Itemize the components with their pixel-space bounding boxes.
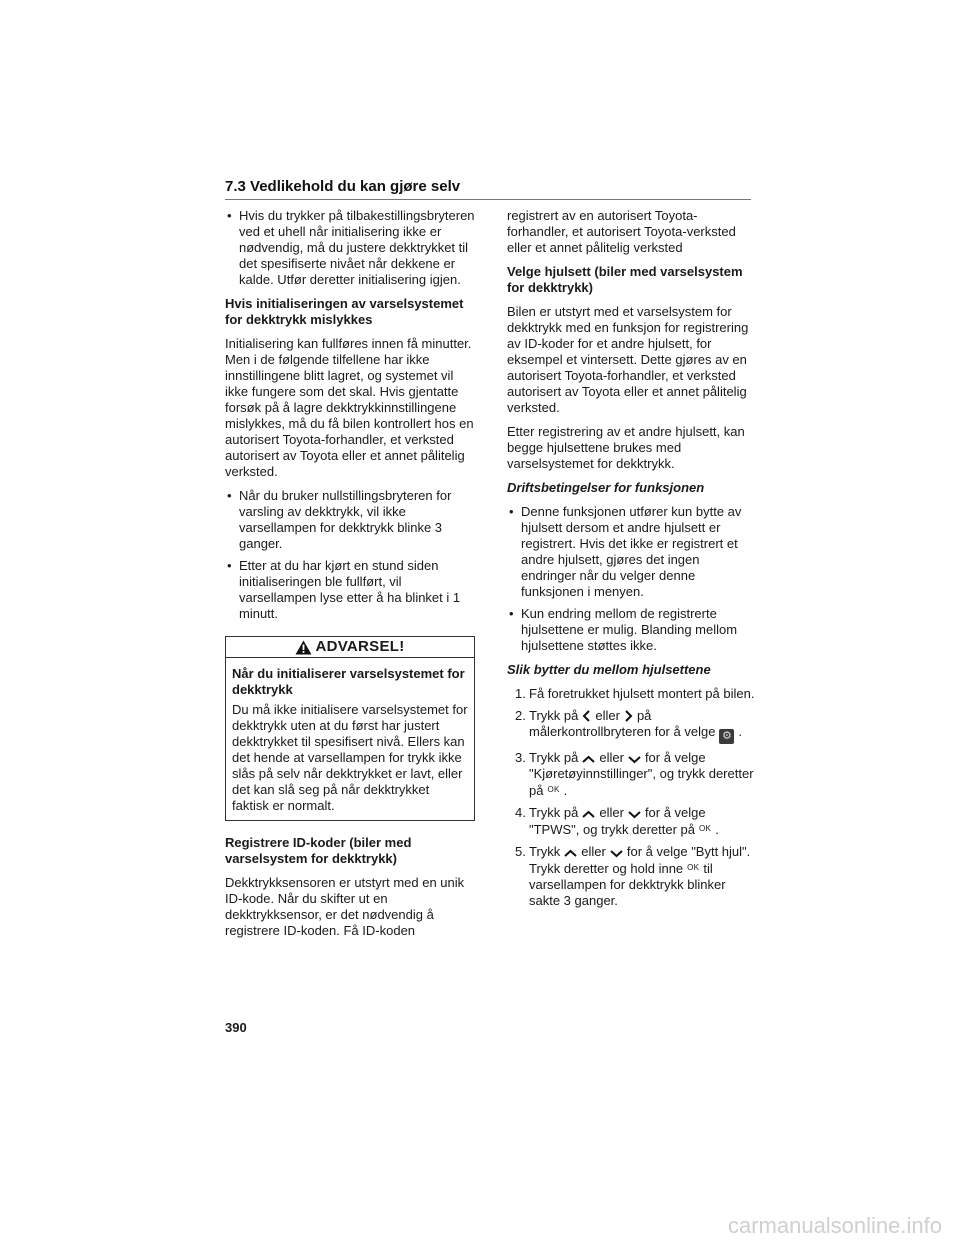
title-divider — [225, 199, 751, 200]
step-text: eller — [599, 750, 624, 765]
step-text: eller — [599, 805, 624, 820]
step-text: eller — [595, 708, 620, 723]
step-text: for å velge "TPWS", og trykk deretter på — [529, 805, 706, 837]
step-2 — [515, 708, 757, 744]
warning-header — [226, 637, 474, 658]
heading-select-wheelset: Velge hjulsett (biler med varselsystem for dekktrykk) — [507, 264, 743, 295]
step-text: Trykk på — [529, 805, 579, 820]
step-text: Trykk — [529, 844, 561, 859]
list-item: • Når du bruker nullstillingsbryteren for varsling av dekktrykk, vil ikke varsellampen for dekktrykk blinke 3 ganger. — [225, 488, 475, 552]
right-column — [507, 208, 757, 915]
step-text: til varsellampen for dekktrykk blinker sakte 3 ganger. — [529, 861, 726, 908]
heading-init-fails: Hvis initialiseringen av varselsystemet for dekktrykk mislykkes — [225, 296, 464, 327]
warning-icon — [295, 640, 312, 655]
chevron-up-icon — [582, 755, 595, 764]
page-number: 390 — [225, 1020, 247, 1035]
warning-label: ADVARSEL! — [315, 638, 405, 655]
step-number: 5. — [515, 844, 526, 859]
warning-heading: Når du initialiserer varselsystemet for dekktrykk — [232, 666, 465, 697]
step-text: Trykk på — [529, 708, 579, 723]
chevron-down-icon — [628, 810, 641, 819]
paragraph: Dekktrykksensoren er utstyrt med en unik ID-kode. Når du skifter ut en dekktrykksensor, er det nødvendig å registrere ID-koden. Få ID-koden — [225, 875, 465, 938]
step-1 — [515, 686, 757, 702]
steps-list — [507, 686, 757, 909]
step-text: Få foretrukket hjulsett montert på bilen. — [529, 686, 755, 701]
step-text: på målerkontrollbryteren for å velge — [529, 708, 716, 739]
list-item: • Hvis du trykker på tilbakestillingsbryteren ved et uhell når initialisering ikke er nødvendig, må du justere dekktrykket til det spesifiserte nivået når dekkene er kalde. Utfør deretter initialisering igjen. — [225, 208, 475, 288]
intro-bullet-list — [225, 208, 475, 288]
step-number: 3. — [515, 750, 526, 765]
step-text: for å velge "Bytt hjul". Trykk deretter og hold inne — [529, 844, 751, 876]
ok-button-icon: OK — [699, 824, 712, 833]
chevron-up-icon — [564, 849, 577, 858]
warning-text: Du må ikke initialisere varselsystemet for dekktrykk uten at du først har justert dekktrykket til spesifisert nivå. Ellers kan det hende at varsellampen for trykk ikke slås på selv når dekktrykket er lavt, eller det kan slå seg på når dekktrykket faktisk er normalt. — [232, 702, 468, 813]
bullet-list — [507, 504, 757, 654]
step-number: 4. — [515, 805, 526, 820]
paragraph: Initialisering kan fullføres innen få minutter. Men i de følgende tilfellene har ikke innstillingene blitt lagret, og systemet vil ikke fungere som det skal. Hvis gjentatte forsøk på å lagre dekktrykkinnstillingene mislykkes, må du få bilen kontrollert hos en autorisert Toyota-forhandler, et verksted autorisert av Toyota eller et annet pålitelig verksted. — [225, 336, 474, 479]
warning-box — [225, 636, 475, 821]
heading-switch-wheelsets: Slik bytter du mellom hjulsettene — [507, 662, 711, 677]
paragraph: Etter registrering av et andre hjulsett, kan begge hjulsettene brukes med varselsystemet for dekktrykk. — [507, 424, 745, 471]
paragraph: registrert av en autorisert Toyota-forhandler, et autorisert Toyota-verksted eller et annet pålitelig verksted — [507, 208, 736, 255]
list-item: • Denne funksjonen utfører kun bytte av hjulsett dersom et andre hjulsett er registrert. Hvis det ikke er registrert et andre hjulsett, gjøres det ingen endringer når du velger denne funksjonen i menyen. — [507, 504, 757, 600]
gear-icon: ⚙ — [719, 729, 734, 744]
step-text: Trykk på — [529, 750, 579, 765]
step-4 — [515, 805, 757, 838]
paragraph: Bilen er utstyrt med et varselsystem for dekktrykk med en funksjon for registrering av ID-koder for et andre hjulsett, for eksempel et vintersett. Dette gjøres av en autorisert Toyota-forhandler, et verksted autorisert av Toyota eller et annet pålitelig verksted. — [507, 304, 749, 415]
step-3 — [515, 750, 757, 799]
watermark: carmanualsonline.info — [727, 1213, 942, 1238]
step-text: . — [738, 724, 743, 739]
heading-register-id: Registrere ID-koder (biler med varselsystem for dekktrykk) — [225, 835, 412, 866]
step-text: . — [715, 822, 719, 837]
left-column — [225, 208, 475, 947]
ok-button-icon: OK — [547, 785, 560, 794]
step-5 — [515, 844, 757, 909]
step-number: 1. — [515, 686, 526, 701]
list-item: • Etter at du har kjørt en stund siden initialiseringen ble fullført, vil varsellampen lyse etter å ha blinket i 1 minutt. — [225, 558, 475, 622]
step-text: for å velge "Kjøretøyinnstillinger", og trykk deretter på — [529, 750, 754, 798]
chevron-down-icon — [610, 849, 623, 858]
heading-operating-conditions: Driftsbetingelser for funksjonen — [507, 480, 705, 495]
step-text: eller — [581, 844, 606, 859]
bullet-list — [225, 488, 475, 622]
section-title: 7.3 Vedlikehold du kan gjøre selv — [225, 178, 461, 195]
chevron-left-icon — [582, 710, 591, 722]
chevron-right-icon — [624, 710, 633, 722]
step-text: . — [563, 783, 568, 798]
chevron-down-icon — [628, 755, 641, 764]
chevron-up-icon — [582, 810, 595, 819]
list-item: • Kun endring mellom de registrerte hjulsettene er mulig. Blanding mellom hjulsettene støttes ikke. — [507, 606, 757, 654]
ok-button-icon: OK — [687, 863, 700, 872]
step-number: 2. — [515, 708, 526, 723]
